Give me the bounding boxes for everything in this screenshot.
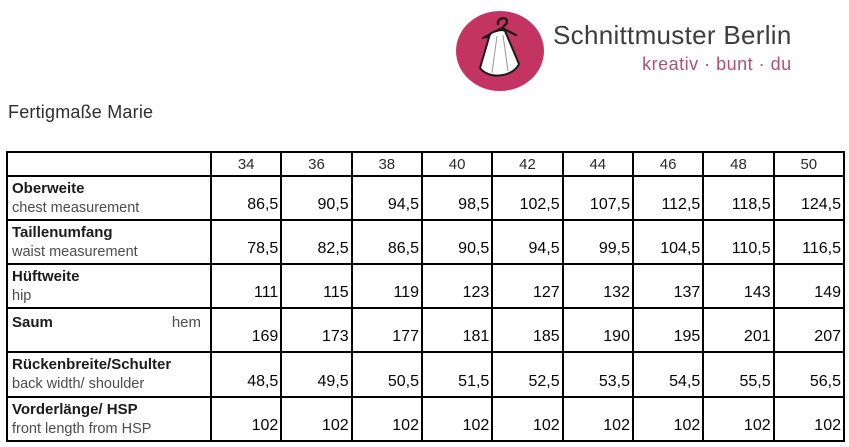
measurement-value: 111 <box>211 264 281 308</box>
measurement-value: 94,5 <box>492 220 562 264</box>
measurement-name-de: Vorderlänge/ HSP <box>12 400 138 418</box>
size-header-row <box>7 152 844 176</box>
measurement-value: 115 <box>281 264 351 308</box>
measurement-value: 116,5 <box>774 220 844 264</box>
measurement-value: 102 <box>352 397 422 441</box>
measurement-value: 177 <box>352 308 422 352</box>
measurement-value: 181 <box>422 308 492 352</box>
measurement-name-en: hip <box>12 288 32 305</box>
measurement-value: 51,5 <box>422 352 492 396</box>
measurement-value: 102 <box>281 397 351 441</box>
size-column-header: 40 <box>422 152 492 176</box>
brand-text-block <box>553 11 792 75</box>
measurement-row <box>7 397 844 441</box>
measurement-value: 86,5 <box>211 176 281 220</box>
measurement-value: 207 <box>774 308 844 352</box>
measurement-value: 86,5 <box>352 220 422 264</box>
measurement-name-en: chest measurement <box>12 200 140 216</box>
measurement-name-en: front length from HSP <box>12 420 152 437</box>
measurement-label-inline <box>12 310 206 333</box>
measurement-value: 90,5 <box>281 176 351 220</box>
measurement-label-cell <box>7 176 211 220</box>
measurement-value: 102,5 <box>492 176 562 220</box>
measurement-name-de: Taillenumfang <box>12 224 113 242</box>
measurement-name-en: waist measurement <box>12 244 138 261</box>
measurement-value: 102 <box>422 397 492 441</box>
measurement-value: 52,5 <box>492 352 562 396</box>
measurement-label-cell <box>7 220 211 264</box>
measurement-value: 190 <box>563 308 633 352</box>
measurement-value: 49,5 <box>281 352 351 396</box>
measurement-value: 54,5 <box>633 352 703 396</box>
dress-logo-icon <box>456 11 544 91</box>
measurement-value: 82,5 <box>281 220 351 264</box>
measurement-name-de: Oberweite <box>12 180 85 197</box>
measurement-value: 102 <box>633 397 703 441</box>
size-column-header: 42 <box>492 152 562 176</box>
measurement-value: 56,5 <box>774 352 844 396</box>
measurement-name-de: Rückenbreite/Schulter <box>12 356 172 374</box>
brand-logo <box>456 11 792 91</box>
measurement-value: 132 <box>563 264 633 308</box>
measurement-value: 201 <box>703 308 773 352</box>
size-column-header: 46 <box>633 152 703 176</box>
measurement-value: 53,5 <box>563 352 633 396</box>
corner-cell <box>7 152 211 176</box>
measurement-name-en: back width/ shoulder <box>12 376 145 393</box>
measurement-row <box>7 352 844 396</box>
measurement-label-cell <box>7 397 211 441</box>
measurement-value: 102 <box>211 397 281 441</box>
page-title: Fertigmaße Marie <box>8 102 154 122</box>
measurement-value: 50,5 <box>352 352 422 396</box>
brand-tagline: kreativ · bunt · du <box>642 53 792 74</box>
measurement-row <box>7 220 844 264</box>
measurement-value: 90,5 <box>422 220 492 264</box>
measurement-name-en: hem <box>171 314 201 332</box>
measurement-value: 137 <box>633 264 703 308</box>
measurement-name-de: Saum <box>12 314 53 332</box>
measurement-value: 104,5 <box>633 220 703 264</box>
measurement-label-cell <box>7 352 211 396</box>
measurement-value: 107,5 <box>563 176 633 220</box>
size-column-header: 50 <box>774 152 844 176</box>
measurement-value: 123 <box>422 264 492 308</box>
measurement-value: 173 <box>281 308 351 352</box>
measurement-row <box>7 176 844 220</box>
measurement-value: 102 <box>492 397 562 441</box>
measurement-value: 48,5 <box>211 352 281 396</box>
measurement-value: 118,5 <box>703 176 773 220</box>
measurement-value: 195 <box>633 308 703 352</box>
measurement-value: 102 <box>774 397 844 441</box>
size-column-header: 38 <box>352 152 422 176</box>
size-column-header: 36 <box>281 152 351 176</box>
size-column-header: 48 <box>703 152 773 176</box>
measurement-value: 149 <box>774 264 844 308</box>
brand-name: Schnittmuster Berlin <box>553 20 792 50</box>
measurement-value: 143 <box>703 264 773 308</box>
measurement-value: 99,5 <box>563 220 633 264</box>
measurement-value: 94,5 <box>352 176 422 220</box>
measurement-value: 98,5 <box>422 176 492 220</box>
measurement-value: 124,5 <box>774 176 844 220</box>
measurement-value: 185 <box>492 308 562 352</box>
size-column-header: 44 <box>563 152 633 176</box>
measurement-value: 112,5 <box>633 176 703 220</box>
size-table-body <box>7 176 844 441</box>
size-column-header: 34 <box>211 152 281 176</box>
size-table <box>6 151 845 442</box>
measurement-value: 55,5 <box>703 352 773 396</box>
measurement-value: 110,5 <box>703 220 773 264</box>
measurement-value: 119 <box>352 264 422 308</box>
measurement-value: 169 <box>211 308 281 352</box>
measurement-value: 102 <box>703 397 773 441</box>
measurement-value: 78,5 <box>211 220 281 264</box>
measurement-label-cell <box>7 264 211 308</box>
measurement-value: 127 <box>492 264 562 308</box>
measurement-value: 102 <box>563 397 633 441</box>
measurement-row <box>7 308 844 352</box>
measurement-name-de: Hüftweite <box>12 268 80 286</box>
measurement-row <box>7 264 844 308</box>
measurement-label-cell <box>7 308 211 352</box>
